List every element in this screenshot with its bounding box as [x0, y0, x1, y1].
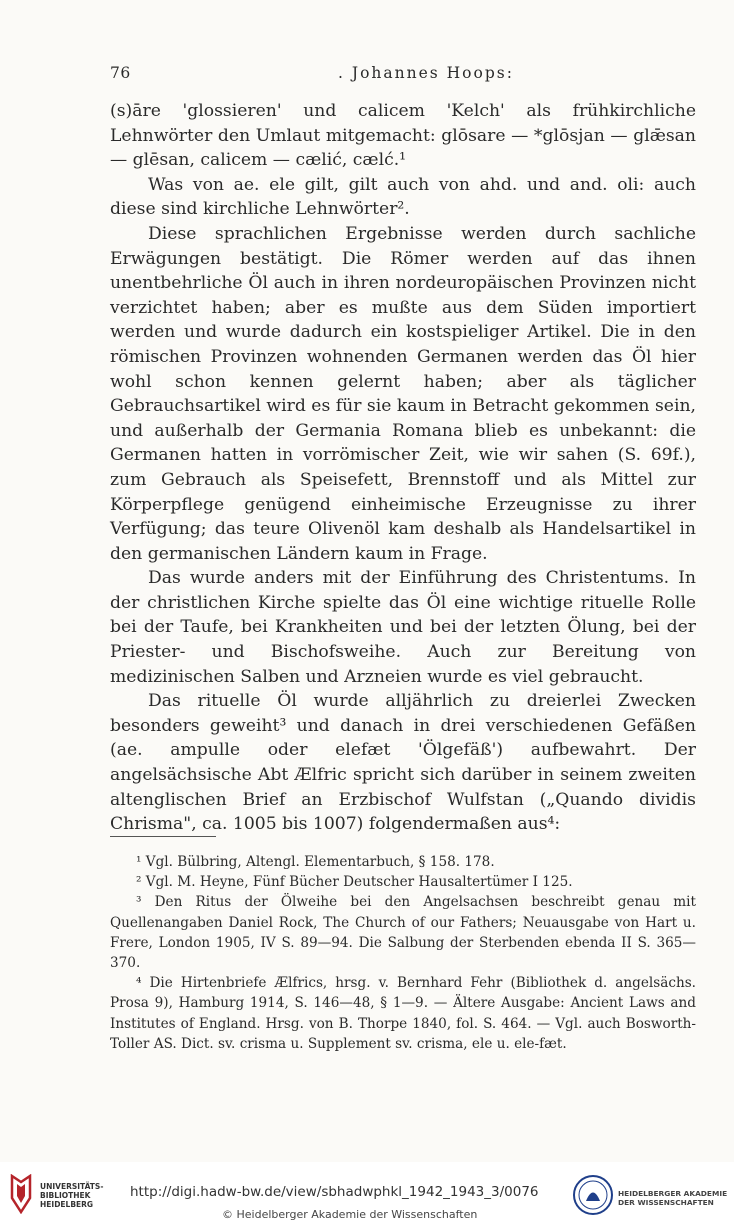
permalink-url[interactable]: http://digi.hadw-bw.de/view/sbhadwphkl_1942_1943_3/0076	[130, 1184, 539, 1200]
paragraph: Das wurde anders mit der Einführung des Christentums. In der christlichen Kirche spielte das Öl eine wichtige rituelle Rolle bei der Taufe, bei Krankheiten und bei der letzten Ölung, bei der Priester- und Bischofsweihe. Auch zur Bereitung von medizinischen Salben und Arzneien wurde es viel gebraucht.	[110, 568, 696, 687]
paragraph: Das rituelle Öl wurde alljährlich zu dreierlei Zwecken besonders geweiht³ und danach in drei verschiedenen Gefäßen (ae. ampulle oder elefæt 'Ölgefäß') aufbewahrt. Der angelsächsische Abt Ælfric spricht sich darüber in seinem zweiten altenglischen Brief an Erzbischof Wulfstan („Quando dividis Chrisma", ca. 1005 bis 1007) folgendermaßen aus⁴:	[110, 691, 696, 835]
viewer-footer	[0, 1162, 734, 1228]
academy-seal-icon	[572, 1174, 614, 1216]
library-name: UNIVERSITÄTS- BIBLIOTHEK HEIDELBERG	[40, 1182, 104, 1209]
paragraph: Diese sprachlichen Ergebnisse werden durch sachliche Erwägungen bestätigt. Die Römer werden auf das ihnen unentbehrliche Öl auch in ihren nordeuropäischen Provinzen nicht verzichtet haben; aber es mußte aus dem Süden importiert werden und wurde dadurch ein kostspieliger Artikel. Die in den römischen Provinzen wohnenden Germanen werden das Öl hier wohl schon kennen gelernt haben; aber als täglicher Gebrauchsartikel wird es für sie kaum in Betracht gekommen sein, und außerhalb der Germania Romana blieb es unbekannt: die Germanen hatten in vorrömischer Zeit, wie wir sahen (S. 69f.), zum Gebrauch als Speisefett, Brennstoff und als Mittel zur Körperpflege genügend einheimische Erzeugnisse zu ihrer Verfügung; das teure Olivenöl kam deshalb als Handelsartikel in den germanischen Ländern kaum in Frage.	[110, 223, 696, 564]
paragraph: Was von ae. ele gilt, gilt auch von ahd. und and. oli: auch diese sind kirchliche Lehnwörter².	[110, 174, 696, 220]
page-number: 76	[110, 64, 131, 82]
footnote-divider	[110, 836, 216, 837]
academy-name: HEIDELBERGER AKADEMIE DER WISSENSCHAFTEN	[618, 1189, 728, 1207]
footnote: ³ Den Ritus der Ölweihe bei den Angelsachsen beschreibt genau mit Quellenangaben Daniel Rock, The Church of our Fathers; Neuausgabe von Hart u. Frere, London 1905, IV S. 89—94. Die Salbung der Sterbenden ebenda II S. 365—370.	[110, 894, 696, 972]
footnote: ² Vgl. M. Heyne, Fünf Bücher Deutscher Hausaltertümer I 125.	[136, 874, 573, 891]
paragraph: (s)āre 'glossieren' und calicem 'Kelch' als frühkirchliche Lehnwörter den Umlaut mitgemacht: glōsare — *glōsjan — glǣsan — glēsan, calicem — cælić, cælć.¹	[110, 101, 696, 171]
library-logo-icon	[8, 1174, 34, 1214]
running-head-author: . Johannes Hoops:	[338, 64, 514, 82]
footnotes	[110, 852, 696, 1054]
footnote: ¹ Vgl. Bülbring, Altengl. Elementarbuch, § 158. 178.	[136, 854, 495, 870]
footnote: ⁴ Die Hirtenbriefe Ælfrics, hrsg. v. Bernhard Fehr (Bibliothek d. angelsächs. Prosa 9), Hamburg 1914, S. 146—48, § 1—9. — Ältere Ausgabe: Ancient Laws and Institutes of England. Hrsg. von B. Thorpe 1840, fol. S. 464. — Vgl. auch Bosworth-Toller AS. Dict. sv. crisma u. Supplement sv. crisma, ele u. ele-fæt.	[110, 975, 696, 1052]
body-text	[110, 99, 696, 837]
copyright-notice: © Heidelberger Akademie der Wissenschaften	[222, 1208, 478, 1221]
